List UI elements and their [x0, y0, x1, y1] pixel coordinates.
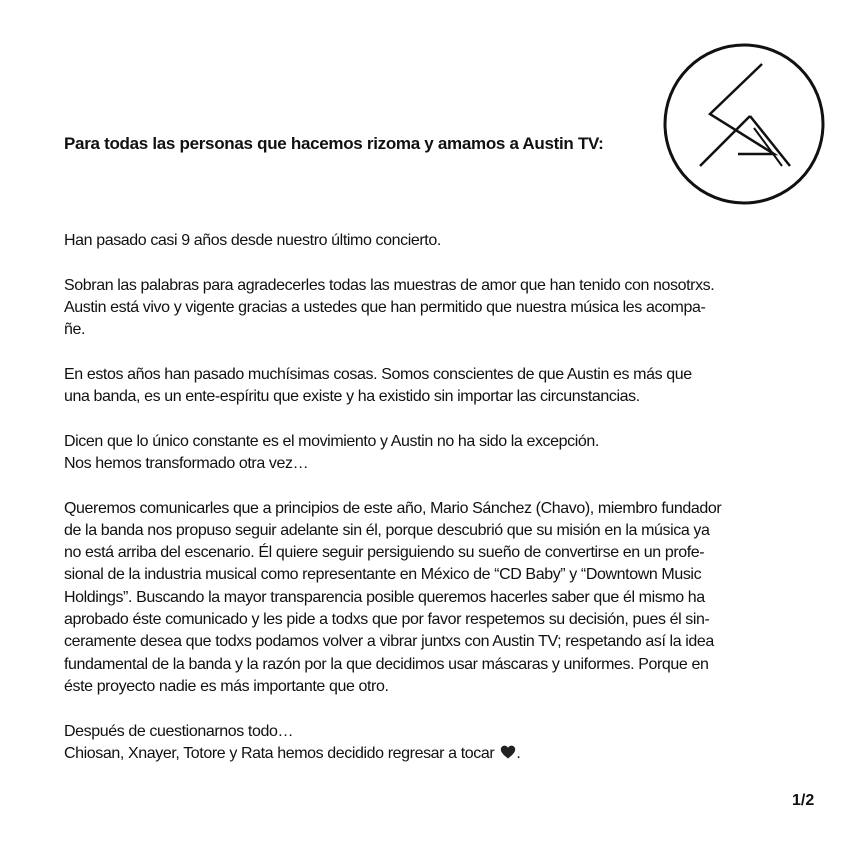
closing-line-2 — [64, 743, 776, 765]
paragraph-line: Han pasado casi 9 años desde nuestro último concierto. — [64, 232, 441, 249]
austin-tv-logo-icon — [662, 42, 826, 206]
paragraph-line: éste proyecto nadie es más importante que otro. — [64, 677, 389, 695]
closing-paragraph — [64, 721, 776, 766]
closing-period: . — [516, 744, 521, 762]
paragraph-line: Sobran las palabras para agradecerles todas las muestras de amor que han tenido con nosotrxs. — [64, 276, 715, 294]
heart-icon — [500, 745, 516, 759]
letter-body — [64, 230, 776, 787]
paragraph-line: una banda, es un ente-espíritu que existe y ha existido sin importar las circunstancias. — [64, 388, 640, 406]
paragraph-5 — [64, 498, 776, 699]
paragraph-2 — [64, 275, 776, 342]
paragraph-line: Queremos comunicarles que a principios de este año, Mario Sánchez (Chavo), miembro fundador — [64, 499, 722, 517]
paragraph-line: aprobado éste comunicado y les pide a todxs que por favor respetemos su decisión, pues él sin- — [64, 611, 710, 629]
paragraph-line: Holdings”. Buscando la mayor transparencia posible queremos hacerles saber que él mismo ha — [64, 588, 705, 606]
paragraph-line: ceramente desea que todxs podamos volver a vibrar juntxs con Austin TV; respetando así la idea — [64, 633, 714, 651]
paragraph-line: no está arriba del escenario. Él quiere seguir persiguiendo su sueño de convertirse en un profe- — [64, 544, 705, 562]
paragraph-4 — [64, 431, 776, 476]
closing-line-1: Después de cuestionarnos todo… — [64, 722, 294, 740]
paragraph-line: de la banda nos propuso seguir adelante sin él, porque descubrió que su misión en la música ya — [64, 521, 710, 539]
letter-heading: Para todas las personas que hacemos rizoma y amamos a Austin TV: — [64, 134, 604, 153]
paragraph-line: fundamental de la banda y la razón por la que decidimos usar máscaras y uniformes. Porque en — [64, 655, 709, 673]
paragraph-3 — [64, 364, 776, 409]
paragraph-line: Dicen que lo único constante es el movimiento y Austin no ha sido la excepción. — [64, 432, 599, 450]
closing-text: Chiosan, Xnayer, Totore y Rata hemos decidido regresar a tocar — [64, 744, 495, 762]
paragraph-line: sional de la industria musical como representante en México de “CD Baby” y “Downtown Music — [64, 566, 702, 584]
paragraph-line: Austin está vivo y vigente gracias a ustedes que han permitido que nuestra música les acompa- — [64, 298, 706, 316]
paragraph-1 — [64, 230, 776, 252]
paragraph-line: Nos hemos transformado otra vez… — [64, 454, 309, 472]
paragraph-line: En estos años han pasado muchísimas cosas. Somos conscientes de que Austin es más que — [64, 365, 692, 383]
paragraph-line: ñe. — [64, 321, 86, 339]
page-number: 1/2 — [792, 792, 815, 809]
austin-tv-logo — [662, 42, 826, 206]
